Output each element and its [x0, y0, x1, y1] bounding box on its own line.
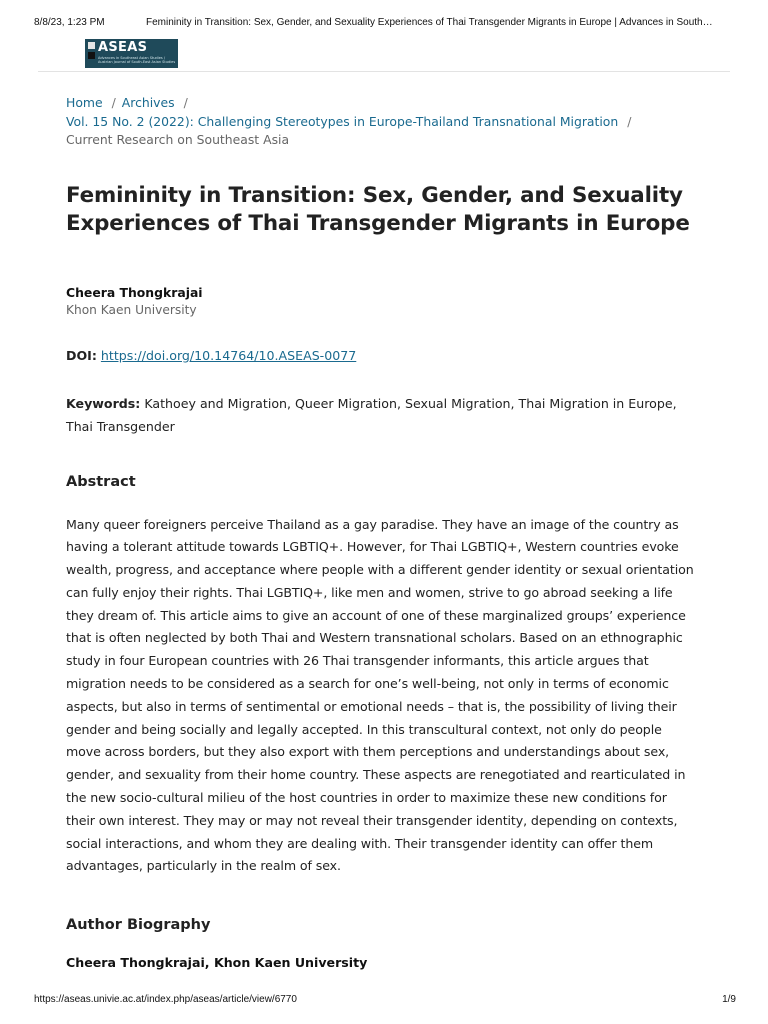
header-divider — [38, 71, 730, 72]
doi-link[interactable]: https://doi.org/10.14764/10.ASEAS-0077 — [100, 347, 357, 363]
doi-label: DOI: — [66, 347, 97, 363]
author-biography-heading: Author Biography — [66, 917, 211, 934]
keywords-row — [66, 392, 696, 438]
print-header — [34, 17, 738, 28]
print-page-number: 1/9 — [722, 994, 736, 1005]
breadcrumb-home-link[interactable]: Home — [66, 95, 103, 110]
breadcrumb-archives-link[interactable]: Archives — [121, 95, 175, 110]
breadcrumb-separator: / — [627, 113, 632, 129]
print-footer — [34, 994, 736, 1005]
print-url: https://aseas.univie.ac.at/index.php/aseas/article/view/6770 — [34, 994, 297, 1005]
keywords-list: Kathoey and Migration, Queer Migration, Sexual Migration, Thai Migration in Europe, Thai Transgender — [66, 395, 677, 434]
print-page-title: Femininity in Transition: Sex, Gender, and Sexuality Experiences of Thai Transgender Migrants in Europe | Advances in South… — [146, 17, 713, 28]
breadcrumb-separator: / — [183, 95, 188, 110]
biography-author-name: Cheera Thongkrajai, Khon Kaen University — [66, 955, 368, 971]
author-name: Cheera Thongkrajai — [66, 284, 203, 300]
breadcrumb-current-section: Current Research on Southeast Asia — [66, 132, 290, 147]
logo-square-icon — [88, 42, 95, 49]
abstract-text: Many queer foreigners perceive Thailand as a gay paradise. They have an image of the country as having a tolerant attitude towards LGBTIQ+. However, for Thai LGBTIQ+, Western countries evoke wealth, progress, and acceptance where people with a different gender identity or sexual orientation can fully enjoy their rights. Thai LGBTIQ+, like men and women, strive to go abroad seeking a life they dream of. This article aims to give an account of one of these marginalized groups’ experience that is often neglected by both Thai and Western transnational scholars. Based on an ethnographic study in four European countries with 26 Thai transgender informants, this article argues that migration needs to be considered as a search for one’s well-being, not only in terms of economic aspects, but also in terms of sentimental or emotional needs – that is, the possibility of living their gender and being socially and legally accepted. In this transcultural context, not only do people move across borders, but they also export with them perceptions and understandings about sex, gender, and sexuality from their home country. These aspects are renegotiated and rearticulated in the new socio-cultural milieu of the host countries in order to maximize these new conditions for their own interest. They may or may not reveal their transgender identity, depending on contexts, social interactions, and whom they are dealing with. Their transgender identity can offer them advantages, particularly in the realm of sex. — [66, 516, 694, 874]
article-content — [66, 94, 696, 970]
logo-text: ASEAS — [98, 40, 148, 55]
article-title: Femininity in Transition: Sex, Gender, and Sexuality Experiences of Thai Transgender Migrants in Europe — [66, 182, 690, 236]
logo-subtitle: Advances in Southeast Asian Studies / Austrian Journal of South-East Asian Studies — [98, 56, 176, 64]
print-date: 8/8/23, 1:23 PM — [34, 17, 105, 28]
breadcrumb — [66, 94, 696, 150]
keywords-label: Keywords: — [66, 395, 141, 411]
author-affiliation: Khon Kaen University — [66, 302, 197, 317]
logo-square-dark-icon — [88, 52, 95, 59]
aseas-logo[interactable] — [85, 39, 178, 68]
breadcrumb-issue-link[interactable]: Vol. 15 No. 2 (2022): Challenging Stereotypes in Europe-Thailand Transnational Migration — [66, 113, 619, 129]
doi-row — [66, 348, 696, 363]
abstract-heading: Abstract — [66, 473, 136, 490]
breadcrumb-separator: / — [111, 95, 116, 110]
